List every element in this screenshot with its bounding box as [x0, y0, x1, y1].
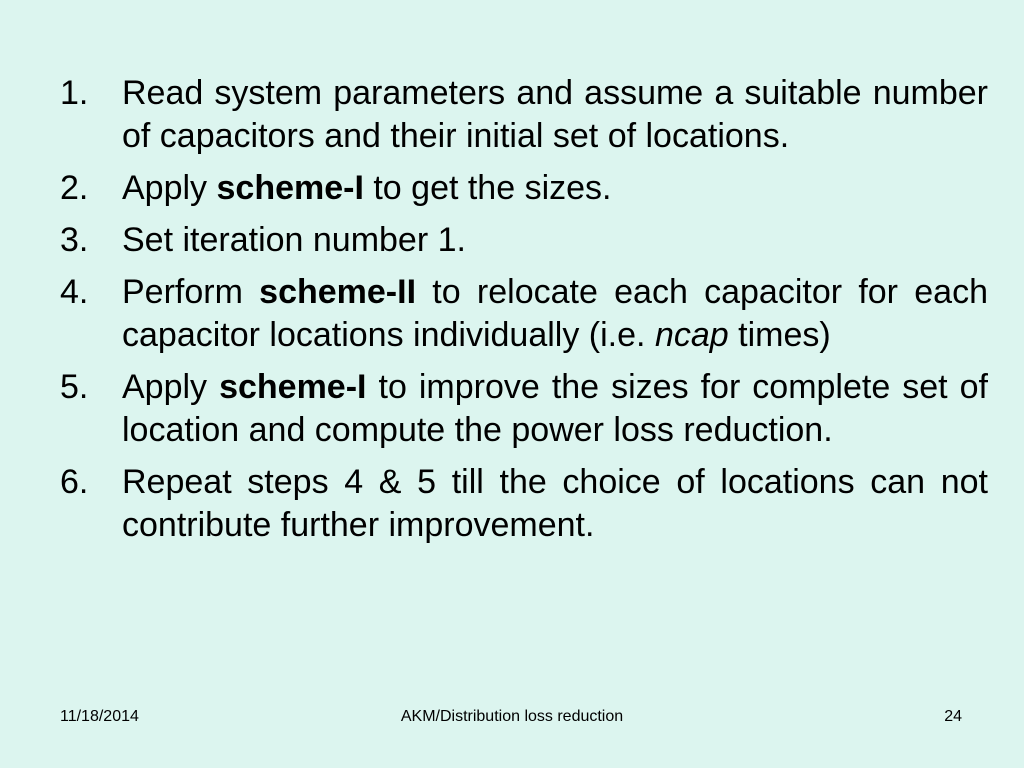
- step-text: Apply scheme-I to get the sizes.: [122, 169, 612, 207]
- variable-term: ncap: [654, 316, 729, 354]
- footer-title: AKM/Distribution loss reduction: [400, 708, 624, 725]
- step-number: 6.: [60, 463, 89, 501]
- scheme-term: scheme-I: [219, 368, 367, 406]
- scheme-term: scheme-II: [259, 273, 417, 311]
- step-text: Perform scheme-II to relocate each capacitor for each capacitor locations individually (i.e. ncap times): [122, 273, 988, 354]
- step-text: Set iteration number 1.: [122, 221, 466, 259]
- step-item: [60, 366, 988, 452]
- step-item: [60, 271, 988, 357]
- footer-date: 11/18/2014: [60, 708, 139, 725]
- step-item: [60, 461, 988, 547]
- footer-page-number: 24: [944, 708, 962, 725]
- step-text: Apply scheme-I to improve the sizes for complete set of location and compute the power loss reduction.: [122, 368, 988, 449]
- step-item: [60, 167, 988, 210]
- step-item: [60, 219, 988, 262]
- step-text: Repeat steps 4 & 5 till the choice of locations can not contribute further improvement.: [122, 463, 988, 544]
- step-number: 3.: [60, 221, 89, 259]
- steps-list: [60, 72, 988, 556]
- scheme-term: scheme-I: [216, 169, 364, 207]
- step-text: Read system parameters and assume a suitable number of capacitors and their initial set of locations.: [122, 74, 988, 155]
- step-item: [60, 72, 988, 158]
- step-number: 4.: [60, 273, 89, 311]
- step-number: 5.: [60, 368, 89, 406]
- step-number: 2.: [60, 169, 89, 207]
- step-number: 1.: [60, 74, 89, 112]
